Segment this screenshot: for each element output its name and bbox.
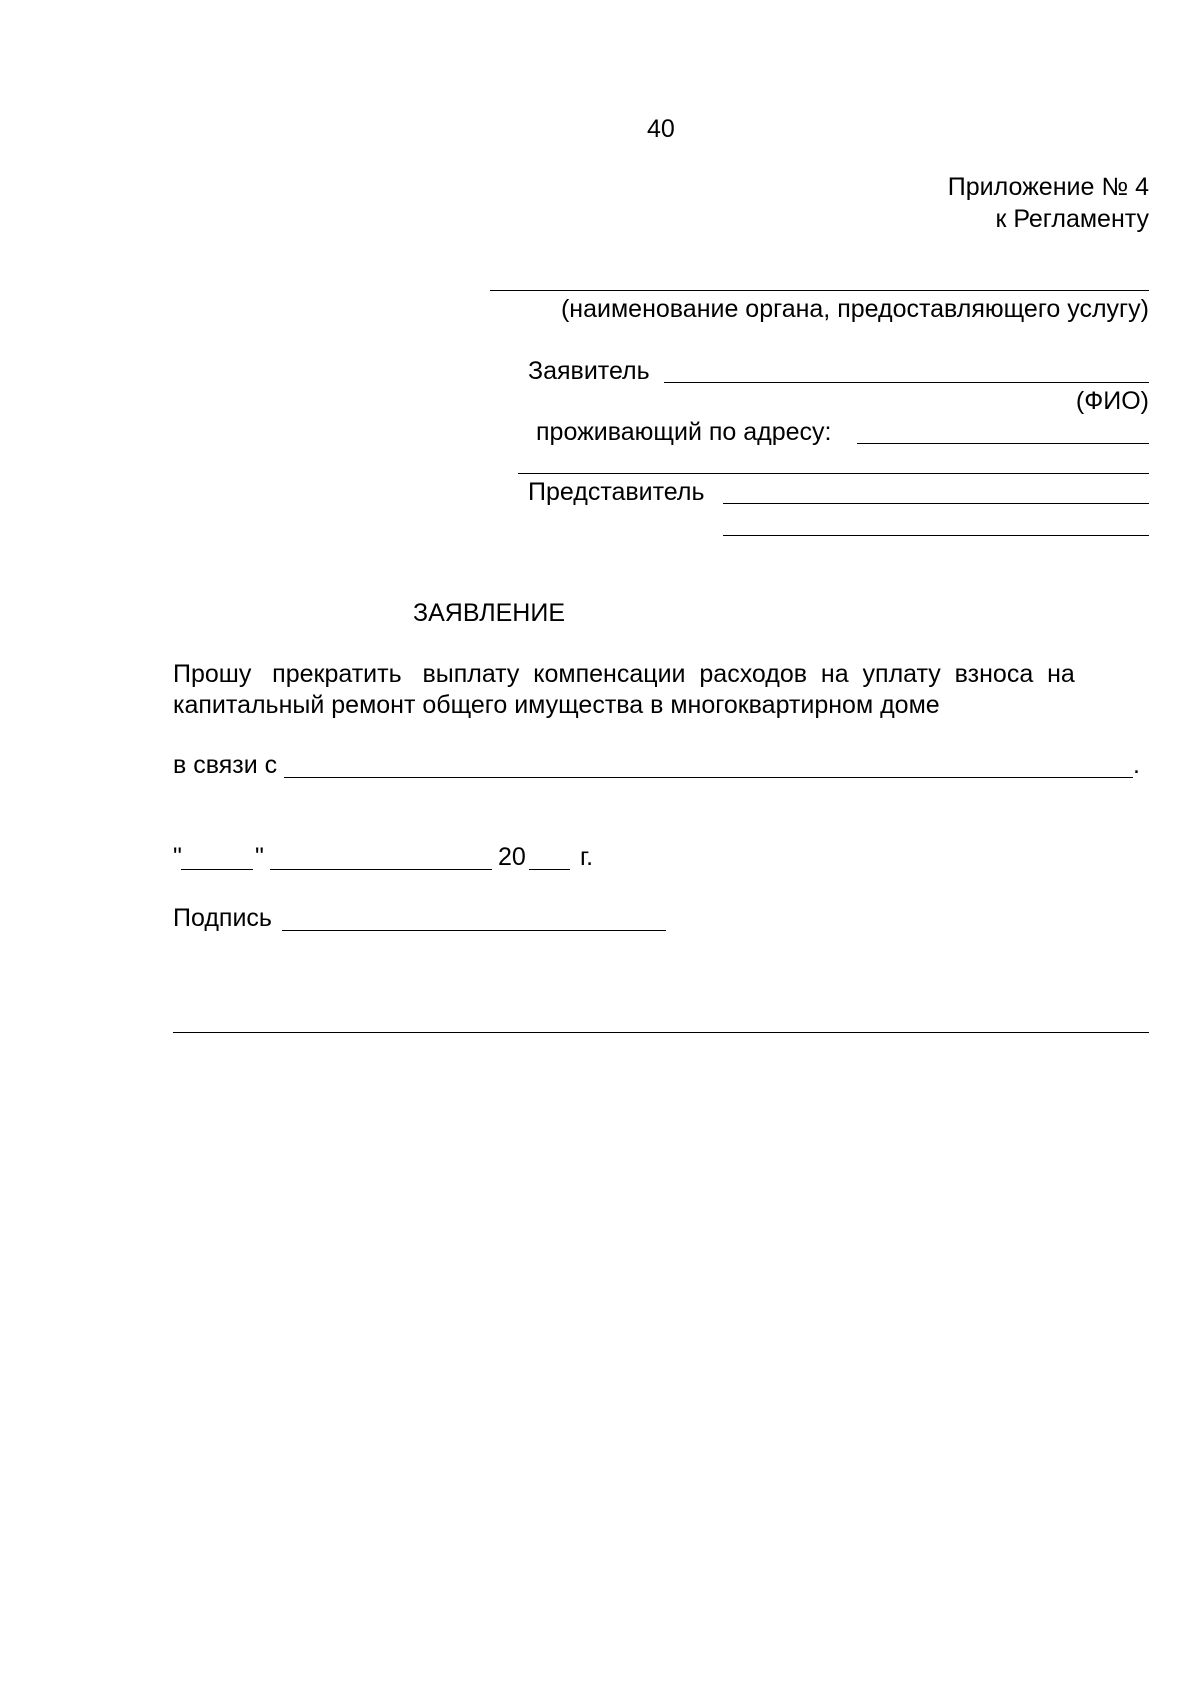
date-year-prefix: 20 — [498, 843, 526, 871]
address-blank[interactable] — [857, 443, 1149, 444]
document-title: ЗАЯВЛЕНИЕ — [413, 599, 566, 627]
organ-caption: (наименование органа, предоставляющего услугу) — [560, 295, 1149, 323]
address-label: проживающий по адресу: — [536, 418, 832, 446]
fio-caption: (ФИО) — [1075, 387, 1149, 415]
representative-blank-2[interactable] — [723, 535, 1149, 536]
address-blank-2[interactable] — [518, 473, 1149, 474]
date-day-blank[interactable] — [181, 869, 253, 870]
representative-blank[interactable] — [723, 503, 1149, 504]
applicant-blank[interactable] — [664, 382, 1149, 383]
organ-name-blank[interactable] — [490, 290, 1149, 291]
date-year-blank[interactable] — [529, 869, 570, 870]
representative-label: Представитель — [528, 478, 705, 506]
reason-end: . — [1133, 751, 1140, 779]
signature-label: Подпись — [173, 904, 272, 932]
bottom-separator — [173, 1032, 1149, 1033]
reason-label: в связи с — [173, 751, 278, 779]
applicant-label: Заявитель — [528, 357, 650, 385]
page-number: 40 — [647, 115, 675, 143]
date-month-blank[interactable] — [270, 869, 492, 870]
date-year-suffix: г. — [580, 843, 594, 871]
appendix-subtitle: к Регламенту — [995, 205, 1149, 233]
request-text-line1: Прошу прекратить выплату компенсации расходов на уплату взноса на — [173, 660, 1075, 688]
date-close-quote: " — [255, 843, 264, 871]
appendix-title: Приложение № 4 — [947, 173, 1149, 201]
signature-blank[interactable] — [282, 930, 666, 931]
date-open-quote: " — [173, 843, 182, 871]
request-text-line2: капитальный ремонт общего имущества в многоквартирном доме — [173, 691, 940, 719]
reason-blank[interactable] — [284, 777, 1133, 778]
